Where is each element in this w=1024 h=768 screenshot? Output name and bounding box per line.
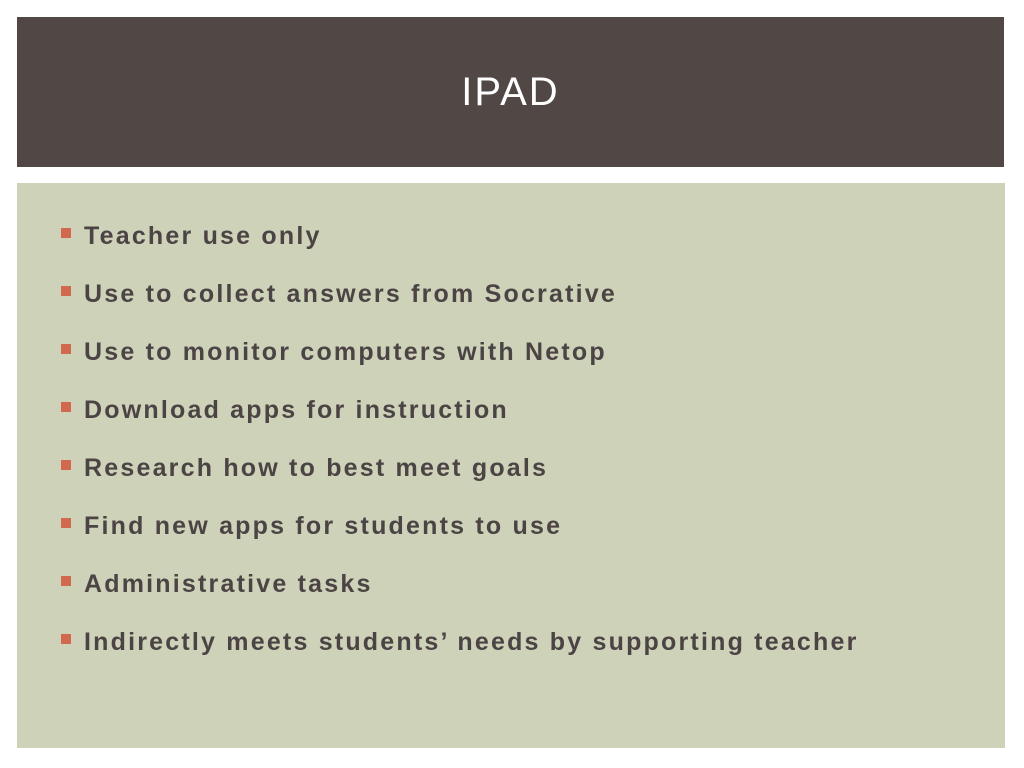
square-bullet-icon [61, 228, 71, 238]
bullet-text: Indirectly meets students’ needs by supporting teacher [84, 627, 859, 656]
bullet-item [17, 323, 1005, 381]
bullet-text: Teacher use only [84, 221, 322, 250]
bullet-item [17, 381, 1005, 439]
bullet-text: Use to monitor computers with Netop [84, 337, 607, 366]
slide-title: IPAD [461, 69, 560, 114]
square-bullet-icon [61, 286, 71, 296]
bullet-list [17, 207, 1005, 671]
bullet-item [17, 497, 1005, 555]
bullet-text: Research how to best meet goals [84, 453, 549, 482]
square-bullet-icon [61, 344, 71, 354]
bullet-text: Find new apps for students to use [84, 511, 563, 540]
bullet-item [17, 207, 1005, 265]
square-bullet-icon [61, 518, 71, 528]
square-bullet-icon [61, 634, 71, 644]
bullet-text: Download apps for instruction [84, 395, 509, 424]
bullet-text: Use to collect answers from Socrative [84, 279, 617, 308]
bullet-item [17, 555, 1005, 613]
bullet-item [17, 613, 1005, 671]
bullet-text: Administrative tasks [84, 569, 373, 598]
bullet-item [17, 265, 1005, 323]
title-bar [17, 17, 1004, 167]
bullet-item [17, 439, 1005, 497]
square-bullet-icon [61, 460, 71, 470]
square-bullet-icon [61, 576, 71, 586]
content-panel [17, 183, 1005, 748]
square-bullet-icon [61, 402, 71, 412]
